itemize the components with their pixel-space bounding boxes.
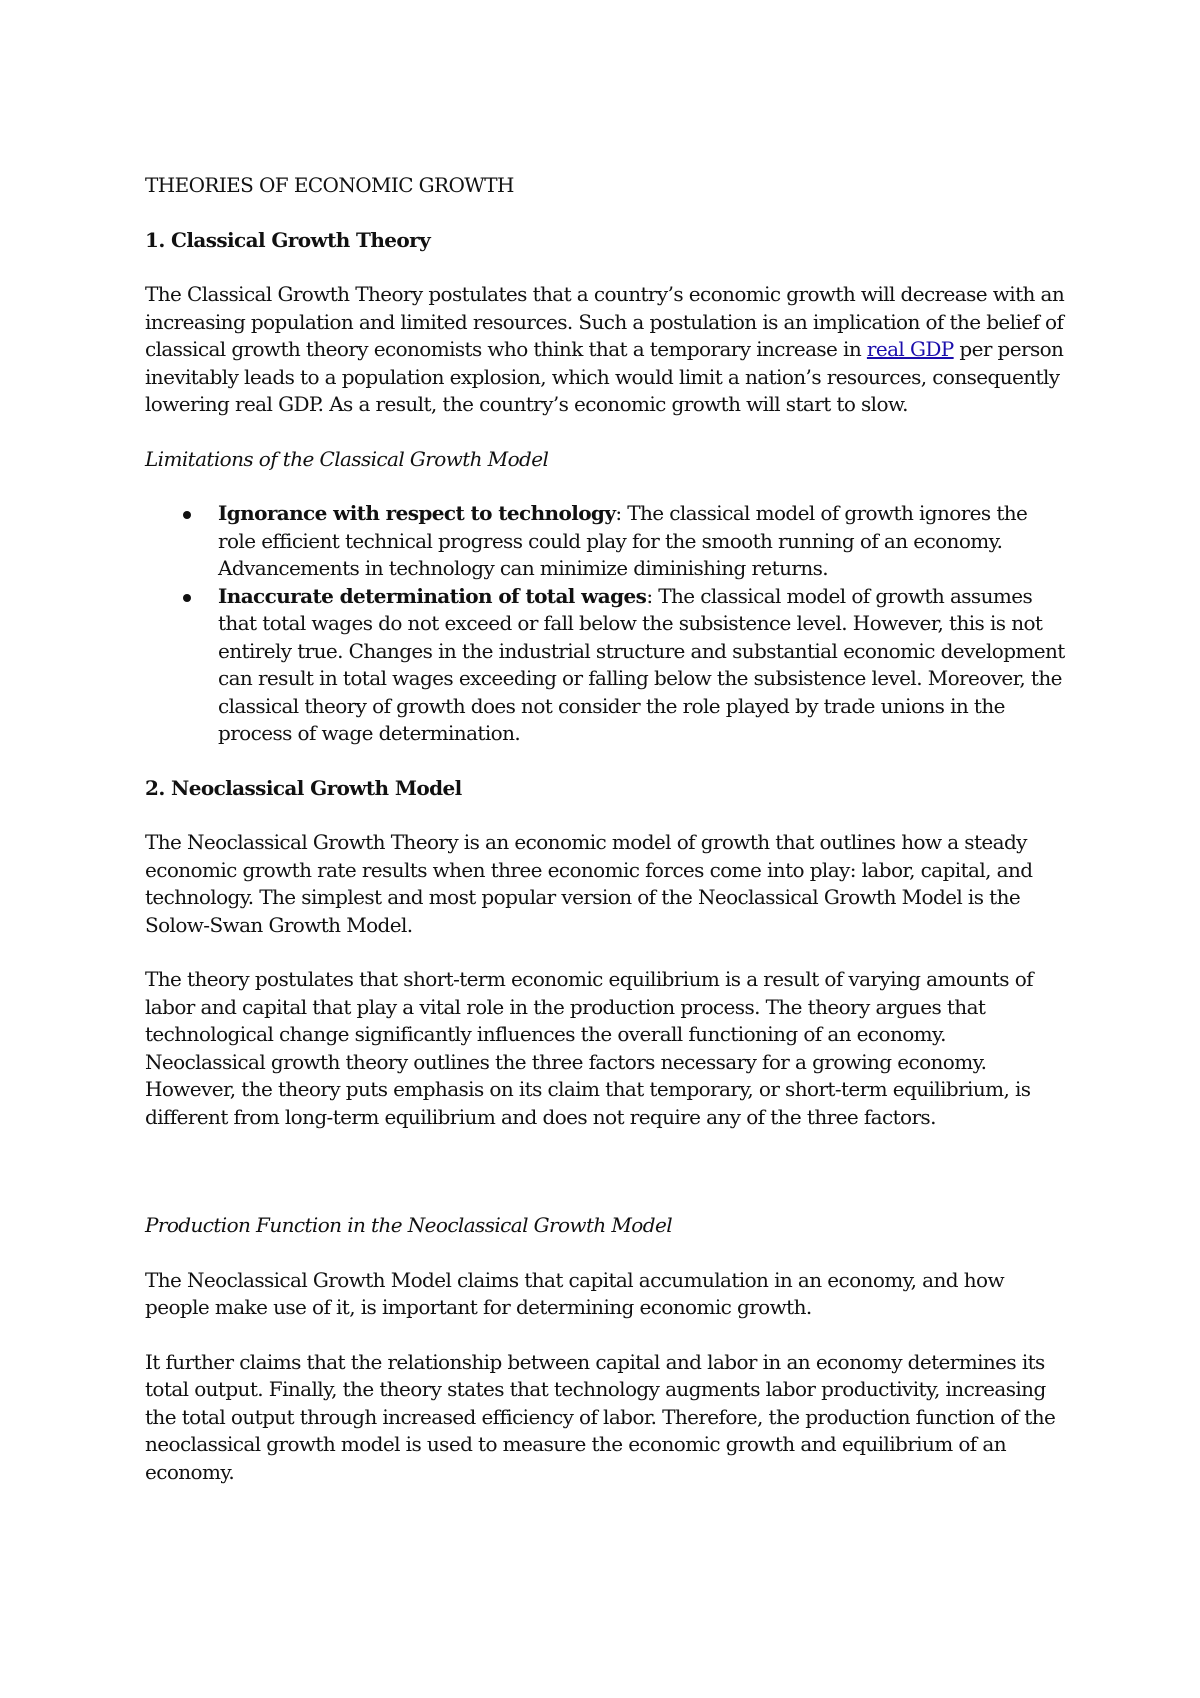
document-title: THEORIES OF ECONOMIC GROWTH (145, 173, 514, 197)
limitations-list (145, 500, 1065, 748)
bullet-term: Inaccurate determination of total wages (218, 583, 647, 608)
bullet-term: Ignorance with respect to technology (218, 501, 616, 525)
paragraph-classical-intro (145, 281, 1065, 419)
paragraph-neoclassical-intro: The Neoclassical Growth Theory is an economic model of growth that outlines how a steady economic growth rate results when three economic forces come into play: labor, capital, and technology. The simplest and most popular version of the Neoclassical Growth Model is the Solow-Swan Growth Model. (145, 830, 1033, 937)
subheading-production-function: Production Function in the Neoclassical Growth Model (145, 1213, 672, 1237)
paragraph-production-capital: The Neoclassical Growth Model claims that capital accumulation in an economy, and how people make use of it, is important for determining economic growth. (145, 1267, 1004, 1319)
document-body (145, 172, 1065, 1513)
bullet-icon (183, 511, 191, 519)
section-heading-classical: 1. Classical Growth Theory (145, 227, 431, 252)
bullet-text: : The classical model of growth assumes that total wages do not exceed or fall below the subsistence level. However, this is not entirely true. Changes in the industrial structure and substantial economic development can result in total wages exceeding or falling below the subsistence level. Moreover, the classical theory of growth does not consider the role played by trade unions in the process of wage determination. (218, 583, 1065, 745)
paragraph-text-after-link: per person inevitably leads to a population explosion, which would limit a nation’s resources, consequently lowering real GDP. As a result, the country’s economic growth will start to slow. (145, 337, 1064, 416)
paragraph-text-before-link: The Classical Growth Theory postulates that a country’s economic growth will decrease with an increasing population and limited resources. Such a postulation is an implication of the belief of classical growth theory economists who think that a temporary increase in (145, 282, 1065, 361)
section-heading-neoclassical: 2. Neoclassical Growth Model (145, 775, 462, 800)
subheading-limitations: Limitations of the Classical Growth Model (145, 446, 549, 471)
blank-space (145, 1158, 1065, 1212)
list-item (145, 500, 1065, 583)
paragraph-neoclassical-theory: The theory postulates that short-term economic equilibrium is a result of varying amounts of labor and capital that play a vital role in the production process. The theory argues that technological change significantly influences the overall functioning of an economy. Neoclassical growth theory outlines the three factors necessary for a growing economy. However, the theory puts emphasis on its claim that temporary, or short-term equilibrium, is different from long-term equilibrium and does not require any of the three factors. (145, 967, 1033, 1129)
paragraph-production-output: It further claims that the relationship between capital and labor in an economy determines its total output. Finally, the theory states that technology augments labor productivity, increasing the total output through increased efficiency of labor. Therefore, the production function of the neoclassical growth model is used to measure the economic growth and equilibrium of an economy. (145, 1349, 1056, 1484)
bullet-icon (183, 594, 191, 602)
real-gdp-link[interactable]: real GDP (866, 337, 954, 361)
list-item (145, 583, 1065, 748)
bullet-text: : The classical model of growth ignores the role efficient technical progress could play for the smooth running of an economy. Advancements in technology can minimize diminishing returns. (218, 501, 1028, 580)
